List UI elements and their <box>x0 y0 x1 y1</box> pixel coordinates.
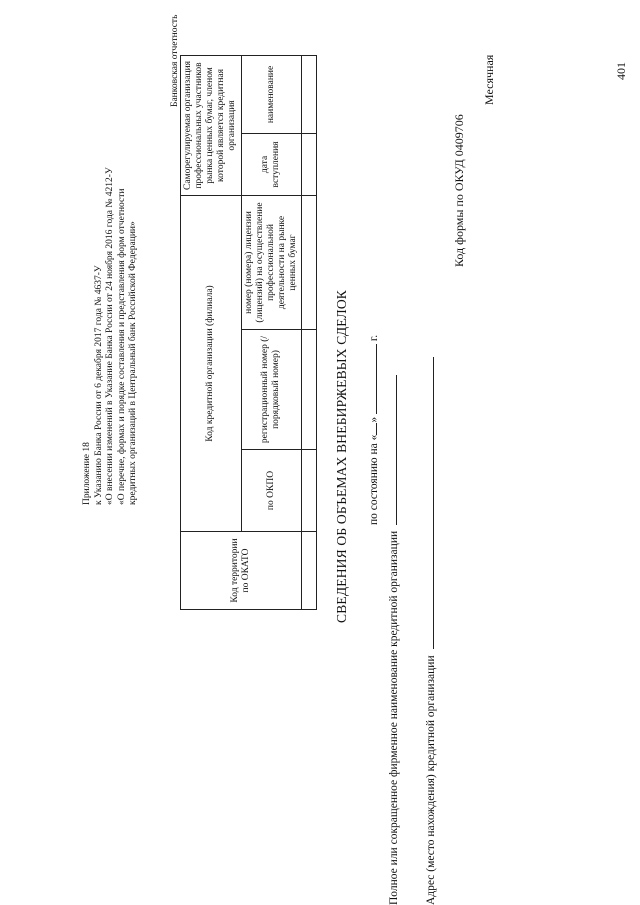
appendix-line: Приложение 18 <box>82 442 92 505</box>
sro-name-cell[interactable] <box>302 55 317 133</box>
okud-form-code: Код формы по ОКУД 0409706 <box>452 114 466 267</box>
appendix-line: «О перечне, формах и порядке составления и представления форм отчетности <box>116 188 127 505</box>
org-name-input[interactable] <box>385 375 397 525</box>
okpo-cell[interactable] <box>302 450 317 532</box>
page-number: 401 <box>614 62 628 80</box>
org-address-input[interactable] <box>422 357 434 649</box>
as-of-mid: » <box>368 416 380 423</box>
date-joined-cell[interactable] <box>302 133 317 195</box>
appendix-line: кредитных организаций в Центральный банк Российской Федерации» <box>128 221 138 505</box>
as-of-prefix: по состоянию на « <box>368 434 380 525</box>
license-number-header: номер (номера) лицензии (лицензий) на осуществление профессиональной деятельности на рынке ценных бумаг <box>241 195 302 329</box>
org-address-label: Адрес (место нахождения) кредитной организации <box>425 655 437 905</box>
codes-table <box>180 55 317 610</box>
org-name-label: Полное или сокращенное фирменное наименование кредитной организации <box>388 530 400 905</box>
date-joined-header: дата вступления <box>241 133 302 195</box>
license-number-cell[interactable] <box>302 195 317 329</box>
okato-header: Код территории по ОКАТО <box>181 532 302 610</box>
report-type-label: Банковская отчетность <box>170 14 180 107</box>
credit-org-code-header: Код кредитной организации (филиала) <box>181 195 242 531</box>
org-address-field <box>422 357 437 905</box>
sro-name-header: наименование <box>241 55 302 133</box>
month-input[interactable] <box>365 344 377 414</box>
as-of-date <box>365 335 380 525</box>
as-of-suffix: г. <box>368 334 380 342</box>
reg-number-header: регистрационный номер (/порядковый номер) <box>241 330 302 450</box>
form-title: СВЕДЕНИЯ ОБ ОБЪЕМАХ ВНЕБИРЖЕВЫХ СДЕЛОК <box>334 289 349 623</box>
appendix-line: к Указанию Банка России от 6 декабря 2017 года № 4637-У <box>93 265 104 505</box>
sro-header: Саморегулируемая организация профессиональных участников рынка ценных бумаг, членом которой является кредитная организация <box>181 55 242 195</box>
appendix-reference <box>82 45 140 505</box>
org-name-field <box>385 375 400 905</box>
periodicity: Месячная <box>482 54 496 105</box>
table-row <box>302 55 317 609</box>
reg-number-cell[interactable] <box>302 330 317 450</box>
okpo-header: по ОКПО <box>241 450 302 532</box>
okato-cell[interactable] <box>302 532 317 610</box>
day-input[interactable] <box>365 423 377 435</box>
appendix-line: «О внесении изменений в Указание Банка России от 24 ноября 2016 года № 4212-У <box>105 167 115 505</box>
